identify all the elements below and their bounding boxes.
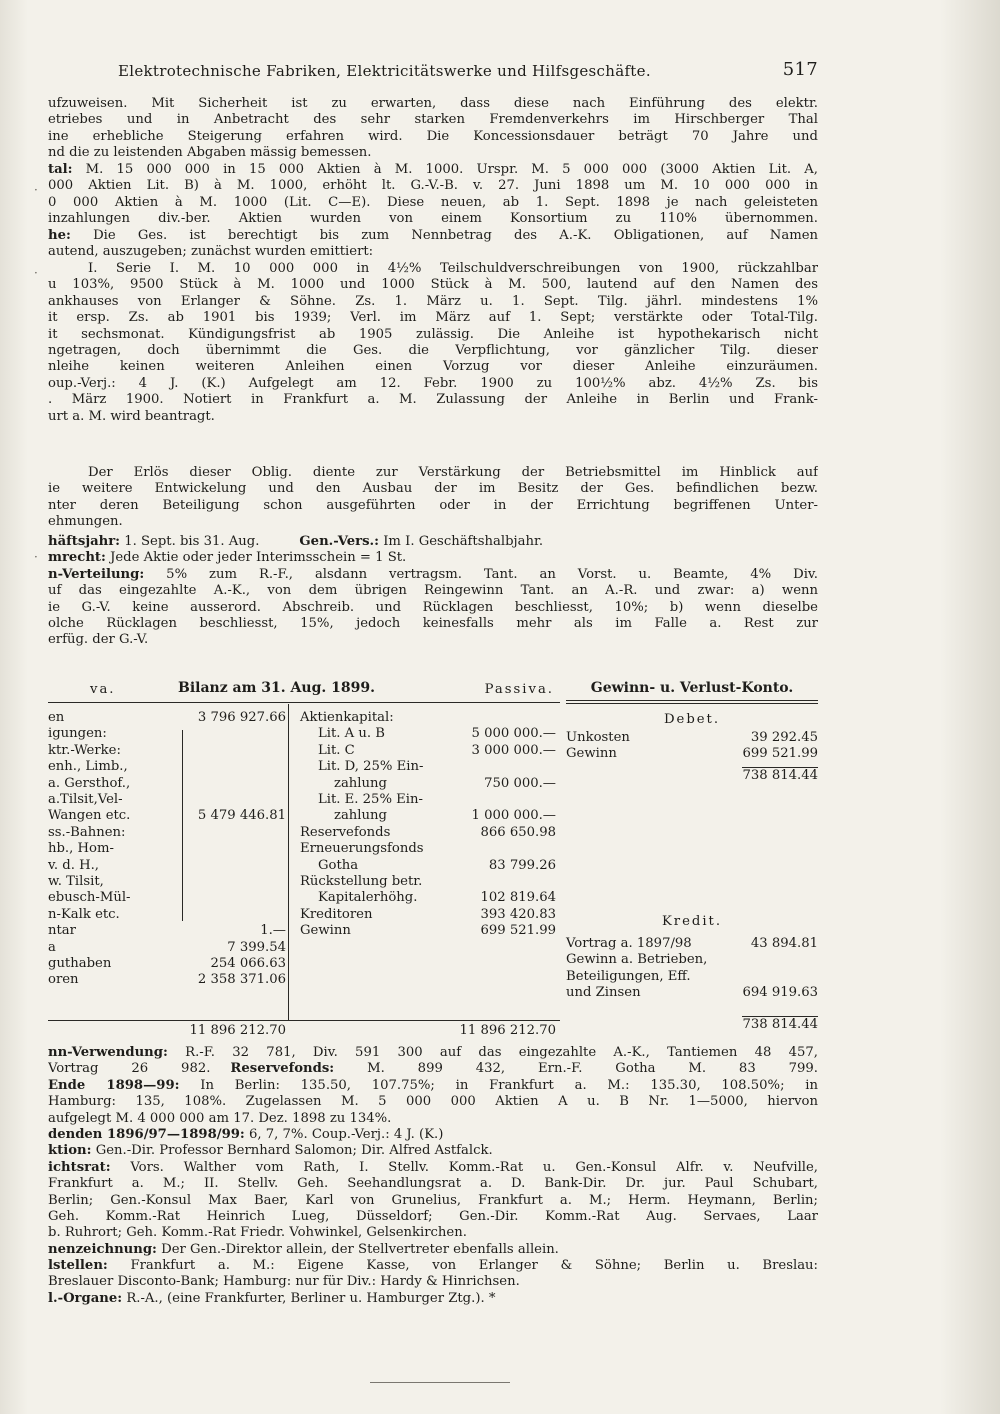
passiva-row-label: Lit. E. 25% Ein-	[318, 792, 423, 807]
line-text: Breslauer Disconto-Bank; Hamburg: nur für Div.: Hardy & Hinrichsen.	[48, 1274, 520, 1290]
header-rule	[48, 702, 560, 703]
text-line	[48, 1225, 818, 1241]
text-line	[48, 1143, 818, 1159]
passiva-row-label: Erneuerungsfonds	[300, 841, 424, 857]
bond-section	[48, 261, 818, 425]
running-header	[118, 59, 818, 84]
debet-total: 738 814.44	[742, 768, 818, 783]
margin-mark: ·	[34, 550, 38, 564]
text-line: inzahlungen div.-ber. Aktien wurden von einem Konsortium zu 110% übernommen.	[48, 211, 818, 227]
aktiva-row-label: a. Gersthof.,	[48, 775, 131, 791]
text-line: etriebes und in Anbetracht des sehr starken Fremdenverkehrs im Hirschberger Thal	[48, 112, 818, 128]
capital-section	[48, 162, 818, 260]
line-text: R.-F. 32 781, Div. 591 300 auf das eingezahlte A.-K., Tantiemen 48 457,	[167, 1045, 818, 1060]
text-line	[48, 1061, 818, 1077]
line-text: Berlin; Gen.-Konsul Max Baer, Karl von Grunelius, Frankfurt a. M.; Herm. Heymann, Berlin;	[48, 1192, 818, 1208]
section-label: häftsjahr:	[48, 534, 121, 549]
aktiva-total: 11 896 212.70	[189, 1023, 286, 1038]
debet-row-value: 699 521.99	[742, 746, 818, 762]
debet-row-label: Unkosten	[566, 730, 630, 745]
aktiva-row-label: n-Kalk etc.	[48, 906, 120, 922]
text-line: mrecht: Jede Aktie oder jeder Interimsschein = 1 St.	[48, 550, 407, 566]
text-line: 0 000 Aktien à M. 1000 (Lit. C—E). Diese neuen, ab 1. Sept. 1898 je nach geleisteten	[48, 194, 818, 210]
section-label: Ende 1898—99:	[48, 1077, 180, 1093]
section-label: denden 1896/97—1898/99:	[48, 1126, 245, 1142]
group-brace	[182, 730, 183, 921]
aktiva-row-label: ss.-Bahnen:	[48, 824, 126, 840]
aktiva-row-value: 2 358 371.06	[197, 972, 286, 988]
line-text: Der Gen.-Direktor allein, der Stellvertreter ebenfalls allein.	[156, 1241, 559, 1257]
text-line	[48, 1111, 818, 1127]
text-line: I. Serie I. M. 10 000 000 in 4½% Teilschuldverschreibungen von 1900, rückzahlbar	[88, 261, 818, 276]
text-line: it ersp. Zs. ab 1901 bis 1939; Verl. im März auf 1. Sept; verstärkte oder Total-Tilg.	[48, 310, 818, 326]
passiva-row-label: Lit. D, 25% Ein-	[318, 759, 424, 775]
line-text: b. Ruhrort; Geh. Komm.-Rat Friedr. Vohwinkel, Gelsenkirchen.	[48, 1225, 467, 1241]
kredit-total: 738 814.44	[742, 1017, 818, 1032]
text-line: Der Erlös dieser Oblig. diente zur Verstärkung der Betriebsmittel im Hinblick auf	[88, 465, 818, 480]
passiva-row-label: Gotha	[318, 857, 359, 873]
text-line: u 103%, 9500 Stück à M. 1000 und 1000 Stück à M. 500, lautend auf den Namen des	[48, 277, 818, 293]
section-label: he:	[48, 227, 71, 243]
section-label: tal:	[48, 162, 73, 177]
kredit-row-label: Vortrag a. 1897/98	[566, 936, 692, 951]
debet-row-value: 39 292.45	[750, 730, 818, 745]
text-line: ie G.-V. keine ausserord. Abschreib. und Rücklagen beschliesst, 10%; b) wenn dieselbe	[48, 599, 818, 615]
footer-rule	[370, 1382, 510, 1383]
passiva-row-value: 866 650.98	[480, 824, 556, 840]
text-line	[48, 1209, 818, 1225]
text-line: erfüg. der G.-V.	[48, 632, 149, 648]
text-line	[48, 1291, 818, 1307]
aktiva-row-label: en	[48, 710, 65, 725]
text-line: ie weitere Entwickelung und den Ausbau der im Besitz der Ges. befindlichen bezw.	[48, 481, 818, 497]
passiva-row-value: 5 000 000.—	[471, 726, 556, 742]
passiva-total: 11 896 212.70	[459, 1023, 556, 1038]
passiva-row-value: 699 521.99	[480, 923, 556, 939]
aktiva-row-label: enh., Limb.,	[48, 759, 128, 775]
line-text: Hamburg: 135, 108%. Zugelassen M. 5 000 000 Aktien A u. B Nr. 1—5000, hiervon	[48, 1094, 818, 1110]
passiva-row-label: Aktienkapital:	[300, 710, 394, 725]
tail-section	[48, 1045, 818, 1307]
guv-title-rule	[566, 700, 818, 701]
section-label: ichtsrat:	[48, 1159, 111, 1175]
text-line	[48, 1193, 818, 1209]
text-line	[48, 1160, 818, 1176]
text-line: it sechsmonat. Kündigungsfrist ab 1905 zulässig. Die Anleihe ist hypothekarisch nicht	[48, 326, 818, 342]
section-label: nn-Verwendung:	[48, 1045, 168, 1060]
text-line: urt a. M. wird beantragt.	[48, 408, 215, 424]
page-gutter-left	[0, 0, 28, 1414]
profit-loss-account	[566, 680, 818, 1040]
passiva-label: Passiva.	[484, 682, 554, 697]
text-line: 000 Aktien Lit. B) à M. 1000, erhöht lt. G.-V.-B. v. 27. Juni 1898 um M. 10 000 000 in	[48, 178, 818, 194]
intro-paragraph	[48, 96, 818, 162]
text-line: häftsjahr: 1. Sept. bis 31. Aug. Gen.-Vers.: Im I. Geschäftshalbjahr.	[48, 534, 544, 549]
kredit-row-label: Beteiligungen, Eff.	[566, 968, 691, 984]
line-text: M. 899 432, Ern.-F. Gotha M. 83 799.	[334, 1061, 818, 1077]
text-line	[48, 1045, 818, 1061]
kredit-row-label: Gewinn a. Betrieben,	[566, 952, 708, 968]
line-text: Gen.-Dir. Professor Bernhard Salomon; Dir. Alfred Astfalck.	[91, 1143, 493, 1159]
text-line	[48, 1242, 818, 1258]
text-line: autend, auszugeben; zunächst wurden emittiert:	[48, 243, 374, 259]
text-line: uf das eingezahlte A.-K., von dem übrigen Reingewinn Tant. an A.-R. und zwar: a) wenn	[48, 583, 818, 599]
section-label: n-Verteilung:	[48, 566, 145, 582]
line-text: Frankfurt a. M.: Eigene Kasse, von Erlanger & Söhne; Berlin u. Breslau:	[107, 1258, 818, 1274]
aktiva-row-value: 3 796 927.66	[197, 710, 286, 725]
footer-rule	[48, 1020, 560, 1021]
text-line: ankhauses von Erlanger & Söhne. Zs. 1. März u. 1. Sept. Tilg. jährl. mindestens 1%	[48, 293, 818, 309]
passiva-row-label: zahlung	[334, 775, 387, 791]
line-text: 6, 7, 7%. Coup.-Verj.: 4 J. (K.)	[244, 1126, 444, 1142]
running-title: Elektrotechnische Fabriken, Elektricitätswerke und Hilfsgeschäfte.	[118, 62, 651, 80]
text-line	[48, 1258, 818, 1274]
page-number: 517	[782, 59, 818, 80]
passiva-row-label: Kreditoren	[300, 906, 373, 922]
text-line	[48, 1094, 818, 1110]
margin-mark: ·	[34, 183, 38, 197]
aktiva-row-value: 7 399.54	[227, 939, 286, 955]
text-line: he: Die Ges. ist berechtigt bis zum Nennbetrag des A.-K. Obligationen, auf Namen	[48, 227, 818, 243]
aktiva-row-label: Wangen etc.	[48, 808, 131, 824]
section-label: l.-Organe:	[48, 1290, 123, 1306]
guv-title-rule	[566, 703, 818, 704]
debet-label: Debet.	[663, 712, 721, 727]
passiva-row-label: Lit. C	[318, 742, 355, 758]
text-line: n-Verteilung: 5% zum R.-F., alsdann vertragsm. Tant. an Vorst. u. Beamte, 4% Div.	[48, 566, 818, 582]
aktiva-row-label: hb., Hom-	[48, 841, 114, 857]
kredit-row-value: 43 894.81	[750, 936, 818, 951]
kredit-row-label: und Zinsen	[566, 985, 641, 1001]
aktiva-label: va.	[90, 682, 116, 697]
aktiva-row-label: igungen:	[48, 726, 107, 742]
section-label: nenzeichnung:	[48, 1241, 157, 1257]
passiva-row-value: 83 799.26	[488, 857, 556, 873]
line-text: In Berlin: 135.50, 107.75%; in Frankfurt a. M.: 135.30, 108.50%; in	[179, 1077, 818, 1093]
text-line: . März 1900. Notiert in Frankfurt a. M. Zulassung der Anleihe in Berlin und Frank-	[48, 392, 818, 408]
aktiva-row-label: guthaben	[48, 956, 112, 971]
section-label: lstellen:	[48, 1258, 108, 1274]
text-line: tal: M. 15 000 000 in 15 000 Aktien à M. 1000. Urspr. M. 5 000 000 (3000 Aktien Lit. A,	[48, 162, 818, 177]
text-line	[48, 1127, 818, 1143]
aktiva-row-value: 1.—	[260, 923, 286, 939]
aktiva-row-label: ntar	[48, 923, 76, 939]
aktiva-row-label: oren	[48, 972, 79, 988]
text-line: nd die zu leistenden Abgaben mässig bemessen.	[48, 145, 372, 161]
aktiva-row-label: v. d. H.,	[48, 857, 99, 873]
kredit-row-value: 694 919.63	[742, 985, 818, 1001]
column-divider	[288, 704, 289, 1020]
section-label: mrecht:	[48, 550, 106, 566]
line-text: Vortrag 26 982.	[48, 1061, 211, 1077]
aktiva-row-label: a	[48, 939, 56, 955]
balance-sheet	[48, 680, 560, 1040]
aktiva-row-label: a.Tilsit,Vel-	[48, 792, 123, 807]
text-line	[48, 1176, 818, 1192]
section-label: ktion:	[48, 1143, 92, 1159]
passiva-row-label: Kapitalerhöhg.	[318, 890, 418, 906]
section-label: Gen.-Vers.:	[299, 534, 380, 549]
text-line	[48, 1274, 818, 1290]
passiva-row-label: Rückstellung betr.	[300, 874, 423, 889]
passiva-row-value: 102 819.64	[480, 890, 556, 906]
kredit-label: Kredit.	[661, 914, 723, 929]
text-line: olche Rücklagen beschliesst, 15%, jedoch keinesfalls mehr als im Falle a. Rest zur	[48, 615, 818, 631]
line-text: Geh. Komm.-Rat Heinrich Lueg, Düsseldorf; Gen.-Dir. Komm.-Rat Aug. Servaes, Laar	[48, 1208, 818, 1224]
passiva-row-label: Lit. A u. B	[318, 726, 385, 742]
passiva-row-value: 393 420.83	[480, 906, 556, 922]
aktiva-row-label: ktr.-Werke:	[48, 742, 121, 758]
page-gutter-right	[940, 0, 1000, 1414]
passiva-row-label: Reservefonds	[300, 824, 391, 840]
passiva-row-label: Gewinn	[300, 923, 351, 939]
line-text: Frankfurt a. M.; II. Stellv. Geh. Seehandlungsrat a. D. Bank-Dir. Dr. jur. Paul Schubart,	[48, 1176, 818, 1192]
line-text: aufgelegt M. 4 000 000 am 17. Dez. 1898 zu 134%.	[48, 1110, 392, 1126]
balance-title: Bilanz am 31. Aug. 1899.	[178, 680, 375, 696]
passiva-row-value: 750 000.—	[484, 775, 556, 791]
margin-mark: ·	[34, 266, 38, 280]
guv-title: Gewinn- u. Verlust-Konto.	[590, 680, 794, 696]
line-text: Vors. Walther vom Rath, I. Stellv. Komm.-Rat u. Gen.-Konsul Alfr. v. Neufville,	[110, 1159, 818, 1175]
aktiva-row-value: 5 479 446.81	[197, 808, 286, 824]
aktiva-row-label: w. Tilsit,	[48, 874, 104, 889]
text-line	[48, 1078, 818, 1094]
text-line: nter deren Beteiligung schon ausgeführten oder in der Errichtung begriffenen Unter-	[48, 497, 818, 513]
aktiva-row-label: ebusch-Mül-	[48, 890, 131, 906]
text-line: ine erhebliche Steigerung erfahren wird. Die Koncessionsdauer beträgt 70 Jahre und	[48, 128, 818, 144]
debet-row-label: Gewinn	[566, 746, 617, 762]
text-line: ehmungen.	[48, 514, 123, 530]
passiva-row-value: 3 000 000.—	[471, 742, 556, 758]
text-line: ufzuweisen. Mit Sicherheit ist zu erwarten, dass diese nach Einführung des elektr.	[48, 96, 818, 111]
text-line: nleihe keinen weiteren Anleihen einen Vorzug vor dieser Anleihe einzuräumen.	[48, 359, 818, 375]
text-line: oup.-Verj.: 4 J. (K.) Aufgelegt am 12. Febr. 1900 zu 100½% abz. 4½% Zs. bis	[48, 375, 818, 391]
passiva-row-value: 1 000 000.—	[471, 808, 556, 824]
business-section	[48, 534, 818, 649]
aktiva-row-value: 254 066.63	[210, 956, 286, 971]
passiva-row-label: zahlung	[334, 808, 387, 824]
proceeds-section	[48, 465, 818, 531]
line-text: R.-A., (eine Frankfurter, Berliner u. Hamburger Ztg.). *	[122, 1290, 496, 1306]
balance-header	[48, 680, 560, 700]
section-label: Reservefonds:	[230, 1061, 335, 1077]
text-line: ngetragen, doch übernimmt die Ges. die Verpflichtung, vor gänzlicher Tilg. dieser	[48, 342, 818, 358]
